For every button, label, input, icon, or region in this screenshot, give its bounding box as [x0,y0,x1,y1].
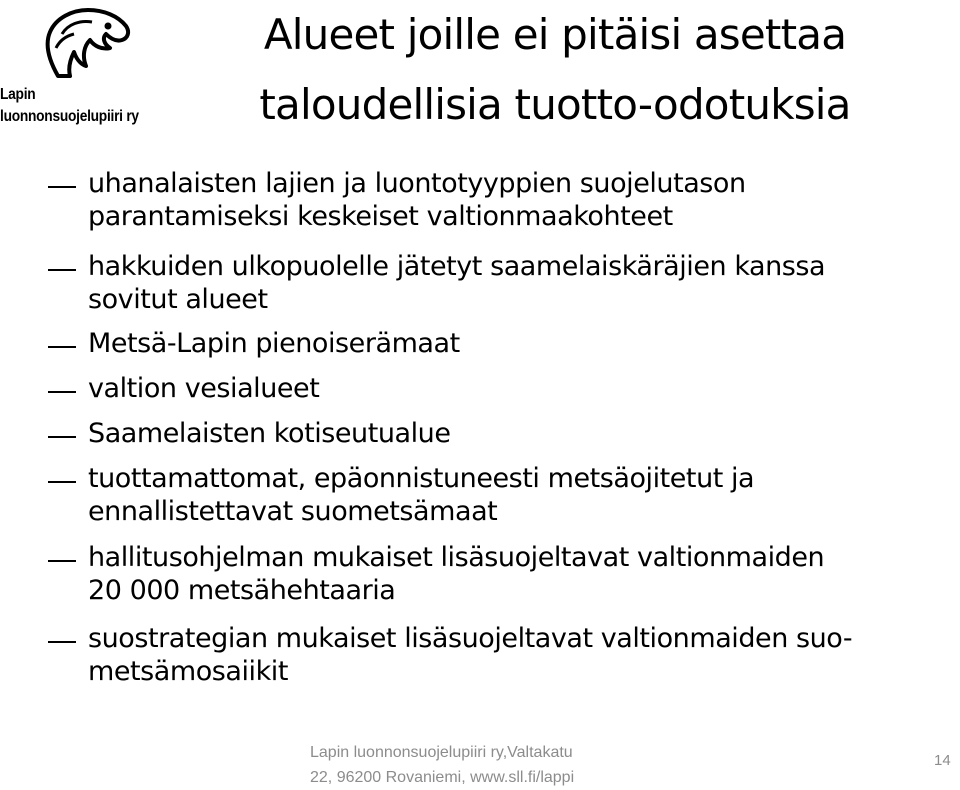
footer-address: Lapin luonnonsuojelupiiri ry,Valtakatu 22, 96200 Rovaniemi, www.sll.fi/lappi [310,744,575,786]
dash-bullet-icon [48,391,76,393]
bullet-text: valtion vesialueet [88,373,320,404]
slide-title-line-1: Alueet joille ei pitäisi asettaa [263,10,847,59]
logo-text-line-2: luonnonsuojelupiiri ry [0,108,139,125]
logo-text-line-1: Lapin [0,86,36,103]
dash-bullet-icon [48,560,76,562]
bullet-text: tuottamattomat, epäonnistuneesti metsäojitetut ja ennallistettavat suometsämaat [88,463,755,527]
organization-logo [0,0,150,138]
bullet-text: Saamelaisten kotiseutualue [88,418,451,449]
dash-bullet-icon [48,481,76,483]
dash-bullet-icon [48,346,76,348]
bullet-text: suostrategian mukaiset lisäsuojeltavat valtionmaiden suo- metsämosaiikit [88,623,853,687]
dash-bullet-icon [48,269,76,271]
bullet-text: hakkuiden ulkopuolelle jätetyt saamelaiskäräjien kanssa sovitut alueet [88,251,826,315]
eagle-head-icon [22,4,132,82]
bullet-text: Metsä-Lapin pienoiserämaat [88,328,460,359]
dash-bullet-icon [48,641,76,643]
bullet-text: uhanalaisten lajien ja luontotyyppien suojelutason parantamiseksi keskeiset valtionmaakohteet [88,168,746,232]
page-number: 14 [934,752,951,769]
bullet-text: hallitusohjelman mukaiset lisäsuojeltavat valtionmaiden 20 000 metsähehtaaria [88,542,825,606]
dash-bullet-icon [48,186,76,188]
dash-bullet-icon [48,436,76,438]
slide-title-line-2: taloudellisia tuotto-odotuksia [259,80,851,129]
